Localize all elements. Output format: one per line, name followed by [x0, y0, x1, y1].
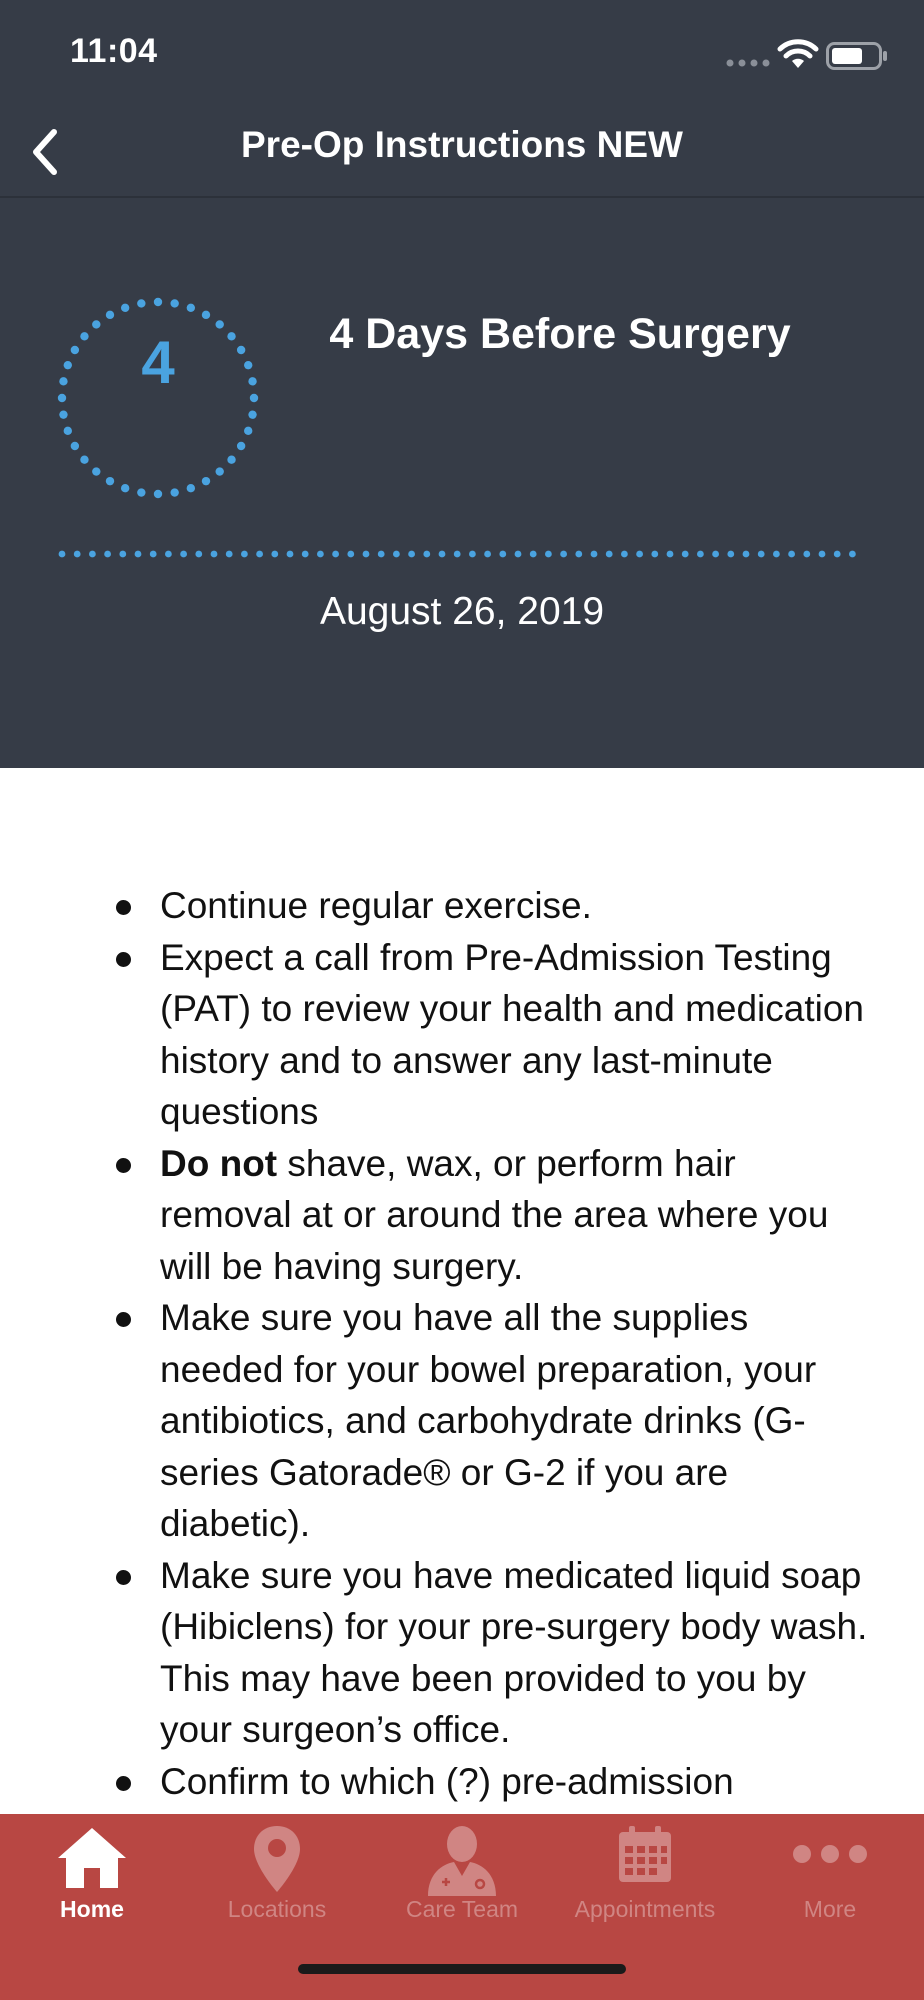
divider-dot: [317, 551, 324, 558]
wifi-icon: [776, 38, 820, 72]
divider-dot: [834, 551, 841, 558]
divider-dot: [667, 551, 674, 558]
navigation-bar: [0, 110, 924, 198]
tab-locations[interactable]: Locations: [199, 1814, 355, 1944]
divider-dot: [393, 551, 400, 558]
divider-dot: [271, 551, 278, 558]
ring-dot: [187, 484, 195, 492]
page-title: Pre-Op Instructions NEW: [241, 124, 683, 165]
list-item: Confirm to which (?) pre-admission: [160, 1756, 870, 1808]
ring-dot: [121, 484, 129, 492]
divider-dot: [378, 551, 385, 558]
ring-dot: [170, 299, 178, 307]
divider-dot: [530, 551, 537, 558]
divider-dot: [104, 551, 111, 558]
dotted-divider: [58, 548, 866, 560]
days-before-heading: 4 Days Before Surgery: [329, 310, 791, 358]
divider-dot: [773, 551, 780, 558]
divider-dot: [803, 551, 810, 558]
do-not-emphasis: Do not: [160, 1142, 278, 1184]
list-item: Expect a call from Pre-Admission Testing (PAT) to review your health and medication history and to answer any last-minute questions: [160, 932, 870, 1138]
divider-dot: [743, 551, 750, 558]
divider-dot: [499, 551, 506, 558]
more-dots-icon: [792, 1824, 868, 1884]
ring-dot: [202, 477, 210, 485]
divider-dot: [788, 551, 795, 558]
ring-dot: [137, 299, 145, 307]
ring-dot: [202, 311, 210, 319]
list-item: Make sure you have medicated liquid soap (Hibiclens) for your pre-surgery body wash. This may have been provided to you by your surgeon’s office.: [160, 1550, 870, 1756]
divider-dot: [180, 551, 187, 558]
divider-dot: [469, 551, 476, 558]
countdown-dotted-ring-icon: [54, 294, 262, 502]
ring-dot: [248, 410, 256, 418]
home-icon: [54, 1824, 130, 1892]
divider-dot: [211, 551, 218, 558]
divider-dot: [849, 551, 856, 558]
divider-dot: [682, 551, 689, 558]
divider-dot: [195, 551, 202, 558]
divider-dot: [636, 551, 643, 558]
divider-dot: [423, 551, 430, 558]
divider-dot: [651, 551, 658, 558]
tab-appointments[interactable]: Appointments: [560, 1814, 730, 1944]
divider-dot: [712, 551, 719, 558]
status-time: 11:04: [70, 32, 158, 70]
ring-dot: [137, 488, 145, 496]
divider-dot: [727, 551, 734, 558]
divider-dot: [621, 551, 628, 558]
divider-dot: [119, 551, 126, 558]
ring-dot: [216, 467, 224, 475]
doctor-icon: [424, 1824, 500, 1896]
ring-dot: [59, 410, 67, 418]
divider-dot: [74, 551, 81, 558]
divider-dot: [59, 551, 66, 558]
ring-dot: [237, 442, 245, 450]
ring-dot: [106, 477, 114, 485]
divider-dot: [89, 551, 96, 558]
divider-dot: [287, 551, 294, 558]
divider-dot: [484, 551, 491, 558]
divider-dot: [332, 551, 339, 558]
ring-dot: [71, 442, 79, 450]
ring-dot: [227, 456, 235, 464]
divider-dot: [454, 551, 461, 558]
divider-dot: [575, 551, 582, 558]
countdown-number: 4: [141, 329, 175, 396]
battery-icon: [826, 42, 888, 70]
divider-dot: [150, 551, 157, 558]
divider-dot: [363, 551, 370, 558]
divider-dot: [439, 551, 446, 558]
instruction-list: [160, 880, 870, 1807]
home-indicator: [298, 1964, 626, 1974]
ring-dot: [154, 298, 162, 306]
ring-dot: [170, 488, 178, 496]
surgery-date: August 26, 2019: [319, 590, 605, 633]
tab-home[interactable]: Home: [14, 1814, 170, 1944]
instructions-content[interactable]: [0, 768, 924, 1814]
divider-dot: [347, 551, 354, 558]
ring-dot: [80, 456, 88, 464]
divider-dot: [408, 551, 415, 558]
divider-dot: [545, 551, 552, 558]
divider-dot: [135, 551, 142, 558]
divider-dot: [256, 551, 263, 558]
tab-more[interactable]: More: [752, 1814, 908, 1944]
ring-dot: [121, 304, 129, 312]
divider-dot: [560, 551, 567, 558]
divider-dot: [758, 551, 765, 558]
divider-dot: [226, 551, 233, 558]
ring-dot: [244, 427, 252, 435]
ring-dot: [187, 304, 195, 312]
calendar-icon: [617, 1824, 673, 1884]
signal-dots-icon: [726, 58, 772, 68]
divider-dot: [697, 551, 704, 558]
list-item: Continue regular exercise.: [160, 880, 870, 932]
list-item: Do not shave, wax, or perform hair removal at or around the area where you will be having surgery.: [160, 1138, 870, 1293]
divider-dot: [302, 551, 309, 558]
divider-dot: [591, 551, 598, 558]
divider-dot: [241, 551, 248, 558]
ring-dot: [154, 490, 162, 498]
tab-care-team[interactable]: Care Team: [384, 1814, 540, 1944]
list-item: Make sure you have all the supplies needed for your bowel preparation, your antibiotics, and carbohydrate drinks (G-series Gatorade® or G-2 if you are diabetic).: [160, 1292, 870, 1550]
status-bar: [0, 0, 924, 110]
divider-dot: [819, 551, 826, 558]
ring-dot: [64, 427, 72, 435]
divider-dot: [606, 551, 613, 558]
header-panel: [0, 0, 924, 768]
ring-dot: [106, 311, 114, 319]
divider-dot: [165, 551, 172, 558]
divider-dot: [515, 551, 522, 558]
map-pin-icon: [252, 1824, 302, 1894]
ring-dot: [92, 467, 100, 475]
